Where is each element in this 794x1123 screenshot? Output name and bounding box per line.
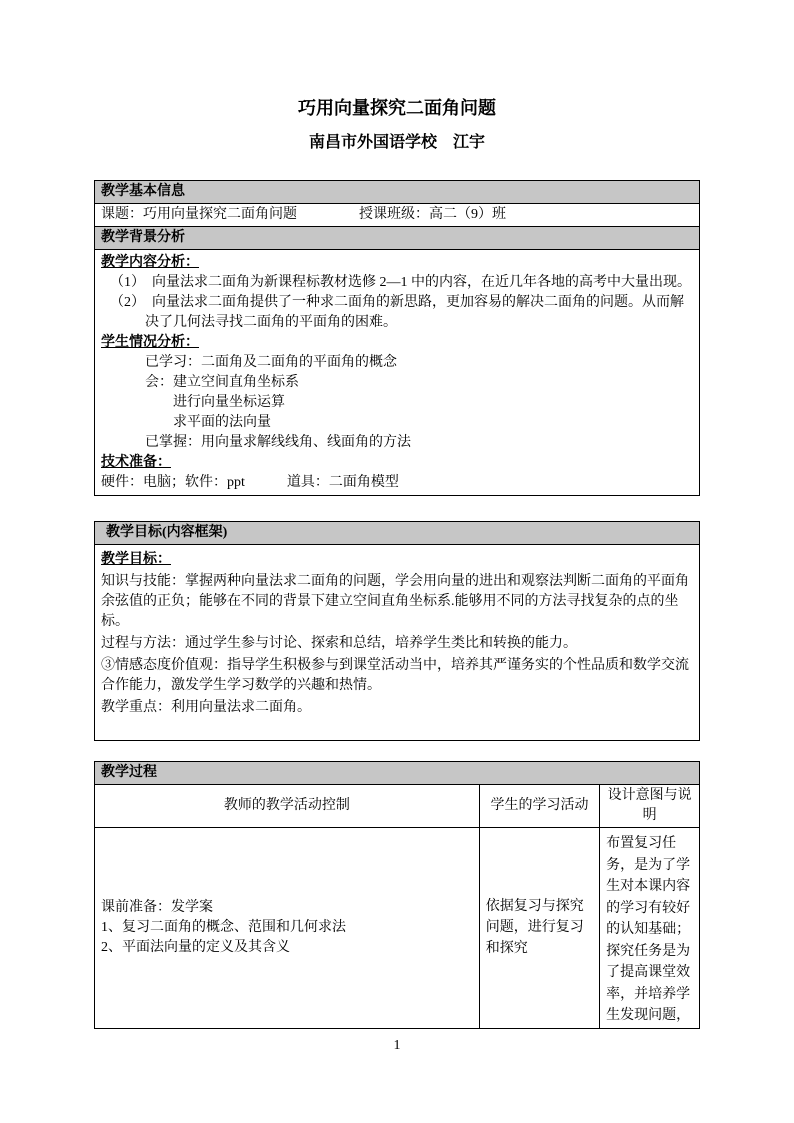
goals-table xyxy=(94,521,700,741)
process-table xyxy=(94,761,700,1029)
student-activity-cell: 依据复习与探究问题，进行复习和探究 xyxy=(479,828,599,1029)
column-header-teacher: 教师的教学活动控制 xyxy=(95,785,480,828)
goals-title: 教学目标： xyxy=(101,552,171,567)
background-analysis-header: 教学背景分析 xyxy=(95,227,700,250)
teacher-activity-line-3: 2、平面法向量的定义及其含义 xyxy=(101,939,290,955)
topic-label: 课题：巧用向量探究二面角问题 xyxy=(101,207,297,222)
goals-process: 过程与方法：通过学生参与讨论、探索和总结，培养学生类比和转换的能力。 xyxy=(101,636,577,651)
tech-prep-title: 技术准备： xyxy=(101,455,171,470)
goals-content xyxy=(95,545,700,741)
content-analysis-item-1: （1） 向量法求二面角为新课程标教材选修 2—1 中的内容，在近几年各地的高考中大量出现。 xyxy=(110,275,691,290)
column-header-design: 设计意图与说明 xyxy=(600,785,700,828)
student-can-line: 会：建立空间直角坐标系 xyxy=(145,375,299,390)
basic-info-table xyxy=(94,180,700,496)
student-can-line-3: 求平面的法向量 xyxy=(173,415,271,430)
process-header: 教学过程 xyxy=(95,762,700,785)
process-row xyxy=(95,828,700,1029)
goals-knowledge: 知识与技能：掌握两种向量法求二面角的问题，学会用向量的进出和观察法判断二面角的平面角余弦值的正负；能够在不同的背景下建立空间直角坐标系.能够用不同的方法寻找复杂的点的坐标。 xyxy=(101,574,689,629)
student-learned-line: 已学习：二面角及二面角的平面角的概念 xyxy=(145,355,397,370)
page-title: 巧用向量探究二面角问题 xyxy=(298,98,496,118)
basic-info-header: 教学基本信息 xyxy=(95,181,700,204)
design-intent-cell: 布置复习任务，是为了学生对本课内容的学习有较好的认知基础；探究任务是为了提高课堂效率，并培养学生发现问题， xyxy=(600,828,700,1029)
class-label: 授课班级：高二（9）班 xyxy=(359,207,506,222)
column-header-student: 学生的学习活动 xyxy=(479,785,599,828)
page-number: 1 xyxy=(393,1038,401,1053)
teacher-activity-line-1: 课前准备：发学案 xyxy=(101,899,213,915)
teacher-activity-line-2: 1、复习二面角的概念、范围和几何求法 xyxy=(101,919,346,935)
goals-header: 教学目标(内容框架) xyxy=(95,522,700,545)
teacher-activity-cell xyxy=(95,828,480,1029)
content-analysis-title: 教学内容分析： xyxy=(101,255,199,270)
background-analysis-content xyxy=(95,250,700,496)
student-mastered-line: 已掌握：用向量求解线线角、线面角的方法 xyxy=(145,435,411,450)
goals-emotion: ③情感态度价值观：指导学生积极参与到课堂活动当中，培养其严谨务实的个性品质和数学交流合作能力，激发学生学习数学的兴趣和热情。 xyxy=(101,658,689,693)
tech-prep-line: 硬件：电脑；软件：ppt 道具：二面角模型 xyxy=(101,475,399,490)
topic-row xyxy=(95,204,700,227)
student-analysis-title: 学生情况分析： xyxy=(101,335,199,350)
goals-key-point: 教学重点：利用向量法求二面角。 xyxy=(101,700,311,715)
content-analysis-item-2: （2） 向量法求二面角提供了一种求二面角的新思路，更加容易的解决二面角的问题。从而解决了几何法寻找二面角的平面角的困难。 xyxy=(110,295,684,330)
student-can-line-2: 进行向量坐标运算 xyxy=(173,395,285,410)
page-subtitle: 南昌市外国语学校 江宇 xyxy=(308,134,485,151)
